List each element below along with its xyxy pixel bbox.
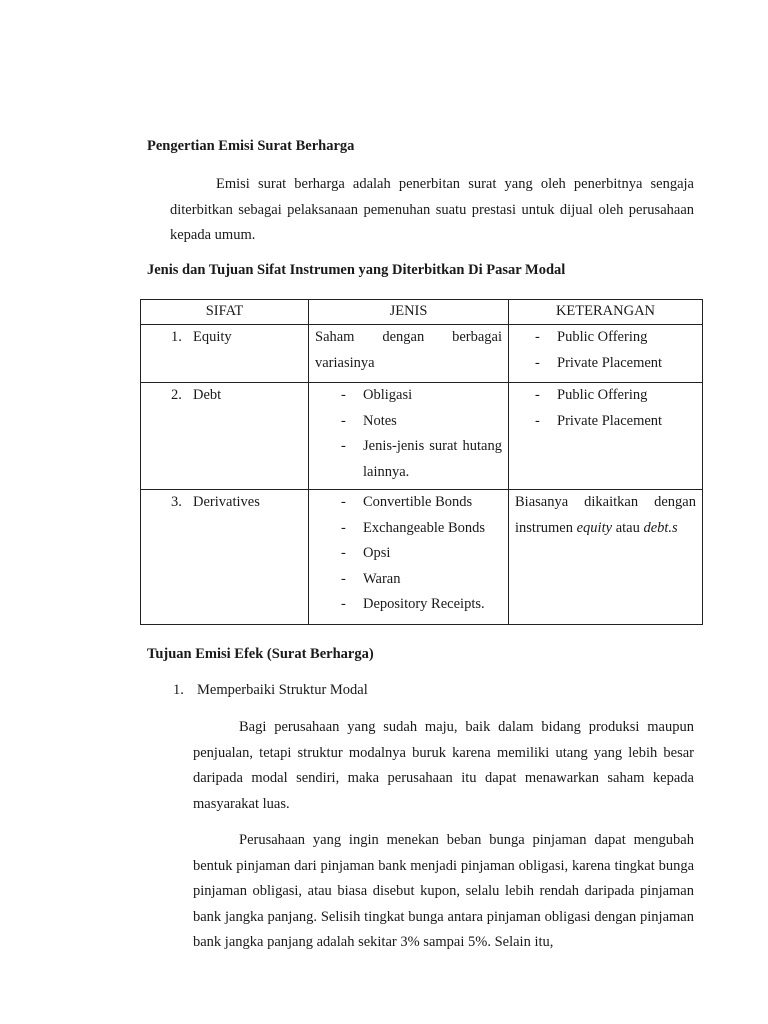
sifat-label: Debt [193,387,222,403]
list-item: - Private Placement [533,351,696,377]
table-row [141,325,703,383]
list-item: - Public Offering [533,325,696,351]
jenis-text: Saham dengan berbagai variasinya [315,329,502,371]
list-item: - Exchangeable Bonds [339,516,502,542]
instrument-table [140,299,703,625]
section-heading-tujuan-emisi: Tujuan Emisi Efek (Surat Berharga) [147,646,374,662]
list-item: - Opsi [339,541,502,567]
table-header-row [141,300,703,325]
list-item: - Jenis-jenis surat hutang lainnya. [339,434,502,485]
sifat-cell: 3. Derivatives [141,490,309,625]
header-sifat: SIFAT [141,300,309,325]
table-row [141,383,703,490]
sifat-label: Equity [193,329,232,345]
paragraph-struktur-modal-1: Bagi perusahaan yang sudah maju, baik dalam bidang produksi maupun penjualan, tetapi struktur modalnya buruk karena memiliki utang yang lebih besar daripada modal sendiri, maka perusahaan itu dapat menawarkan saham kepada masyarakat luas. [193,719,694,812]
section-heading-jenis-tujuan: Jenis dan Tujuan Sifat Instrumen yang Diterbitkan Di Pasar Modal [147,262,566,278]
list-item: - Obligasi [339,383,502,409]
list-item: - Notes [339,409,502,435]
sifat-cell: 1. Equity [141,325,309,383]
paragraph-pengertian: Emisi surat berharga adalah penerbitan surat yang oleh penerbitnya sengaja diterbitkan sebagai pelaksanaan pemenuhan suatu prestasi untuk dijual oleh perusahaan kepada umum. [170,176,694,243]
list-item: - Private Placement [533,409,696,435]
list-item: - Convertible Bonds [339,490,502,516]
header-jenis: JENIS [309,300,509,325]
paragraph-struktur-modal-2: Perusahaan yang ingin menekan beban bunga pinjaman dapat mengubah bentuk pinjaman dari pinjaman bank menjadi pinjaman obligasi, karena tingkat bunga pinjaman obligasi, atau biasa disebut kupon, selalu lebih rendah daripada pinjaman bank jangka panjang. Selisih tingkat bunga antara pinjaman obligasi dengan pinjaman bank jangka panjang adalah sekitar 3% sampai 5%. Selain itu, [193,832,694,950]
keterangan-italic-debt: debt.s [643,519,678,536]
keterangan-italic-equity: equity [576,519,613,536]
list-item: - Public Offering [533,383,696,409]
section-heading-pengertian: Pengertian Emisi Surat Berharga [147,138,355,154]
list-item: - Waran [339,567,502,593]
jenis-cell [309,383,509,490]
jenis-cell [309,490,509,625]
sifat-label: Derivatives [193,494,260,510]
keterangan-cell: Biasanya dikaitkan dengan instrumen equity atau debt.s [509,490,703,625]
header-keterangan: KETERANGAN [509,300,703,325]
jenis-cell [309,325,509,383]
sifat-cell: 2. Debt [141,383,309,490]
keterangan-cell [509,325,703,383]
numbered-item-title: 1. Memperbaiki Struktur Modal [173,682,368,698]
keterangan-cell [509,383,703,490]
table-row [141,490,703,625]
list-item: - Depository Receipts. [339,592,502,618]
